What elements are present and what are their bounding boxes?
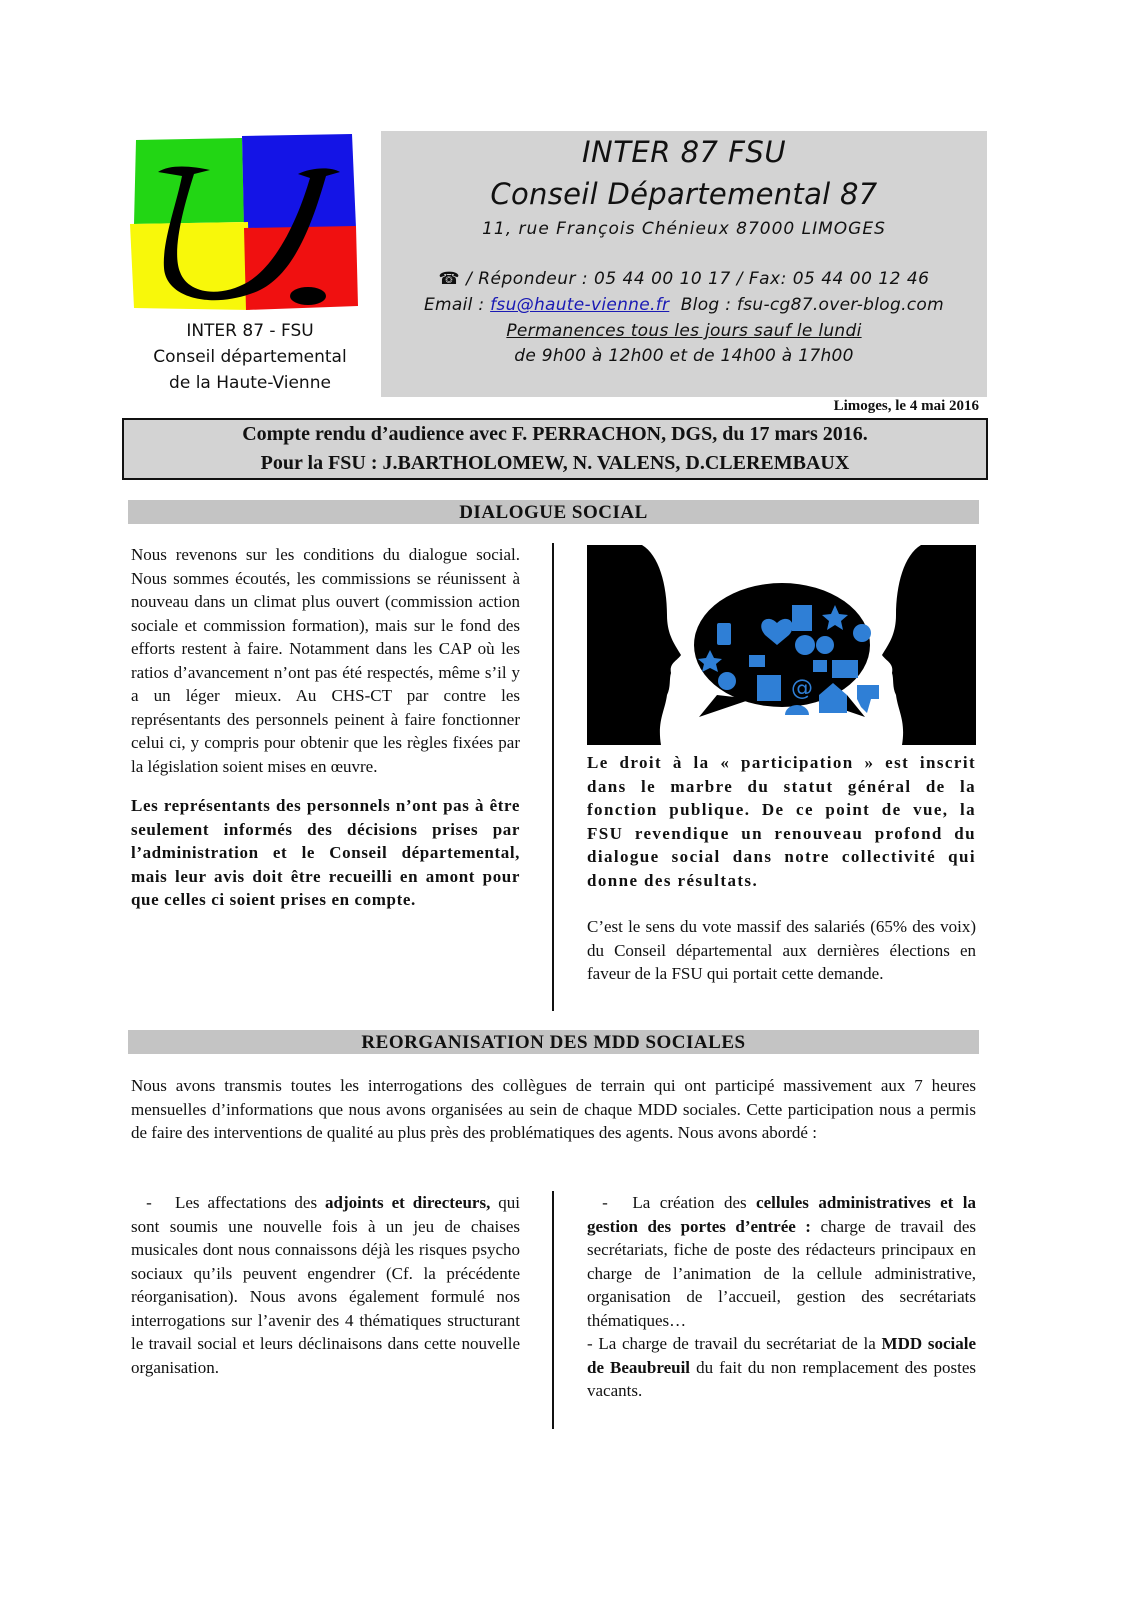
participation-bold-paragraph: Le droit à la « participation » est inscrit dans le marbre du statut général de la fonction publique. De ce point de vue, la FSU revendique un renouveau profond du dialogue social dans notre collectivité qui donne des résultats. (587, 753, 976, 890)
phone-fax-text: / Répondeur : 05 44 00 10 17 / Fax: 05 44 00 12 46 (466, 269, 930, 289)
header-phone-line (381, 269, 987, 289)
column-divider (552, 1191, 554, 1429)
item-text: charge de travail des secrétariats, fiche de poste des rédacteurs principaux en charge de l’animation de la cellule administrative, organisation de l’accueil, gestion des secrétariats thématiques… (587, 1216, 977, 1330)
gear-icon (795, 635, 815, 655)
gear-icon (718, 672, 736, 690)
title-line-1: Compte rendu d’audience avec F. PERRACHON, DGS, du 17 mars 2016. (242, 423, 868, 445)
logo-caption (130, 318, 370, 396)
email-link[interactable]: fsu@haute-vienne.fr (490, 295, 670, 315)
dialogue-paragraph: Nous revenons sur les conditions du dialogue social. Nous sommes écoutés, les commissions se réunissent à nouveau dans un climat plus ouvert (commission action sociale et commission formation), mais sur le fond des efforts restent à faire. Notamment dans les CAP où les ratios d’avancement n’ont pas été respectés, même s’il y a un léger mieux. Au CHS-CT par contre les représentants des personnels peinent à faire fonctionner celui ci, y compris pour obtenir que les règles fixées par la législation soient mises en œuvre. (131, 545, 520, 776)
section-heading-dialogue-social: DIALOGUE SOCIAL (128, 500, 979, 524)
dialogue-bold-paragraph: Les représentants des personnels n’ont pas à être seulement informés des décisions prises par l’administration et le Conseil départemental, mais leur avis doit être recueilli en amont pour que celles ci soient prises en compte. (131, 796, 520, 909)
email-label: Email : (424, 295, 485, 315)
at-icon: @ (791, 676, 813, 701)
hours-text: de 9h00 à 12h00 et de 14h00 à 17h00 (514, 346, 854, 366)
title-box (122, 418, 988, 480)
header-box (381, 131, 987, 397)
header-title: INTER 87 FSU (581, 135, 787, 169)
section-heading-reorganisation: REORGANISATION DES MDD SOCIALES (128, 1030, 979, 1054)
thumbs-down-icon (857, 685, 879, 713)
reorganisation-intro: Nous avons transmis toutes les interrogations des collègues de terrain qui ont participé massivement aux 7 heures mensuelles d’informations que nous avons organisées au sein de chaque MDD sociales. Cette participation nous a permis de faire des interventions de qualité au plus près des problématiques des agents. Nous avons abordé : (131, 1076, 976, 1142)
item-text: du fait du non remplacement des postes vacants. (587, 1357, 976, 1400)
affectations-item (131, 1191, 520, 1379)
envelope-icon (832, 660, 858, 678)
cellules-item (587, 1191, 976, 1332)
item-text: Les affectations des (174, 1193, 318, 1212)
beaubreuil-item (587, 1332, 976, 1403)
item-bold-text: adjoints et directeurs, (325, 1193, 491, 1212)
item-text: La création des (632, 1193, 747, 1212)
phone-icon (717, 623, 731, 645)
column-divider (552, 543, 554, 1011)
logo-caption-line: INTER 87 - FSU (186, 321, 314, 341)
camera-icon (853, 624, 871, 642)
item-bold-text: MDD sociale de Beaubreuil (587, 1334, 976, 1377)
title-line-2: Pour la FSU : J.BARTHOLOMEW, N. VALENS, D.CLEREMBAUX (260, 452, 850, 474)
logo-caption-line: de la Haute-Vienne (169, 373, 331, 393)
dialogue-left-column (131, 543, 520, 912)
lock-icon (813, 660, 827, 672)
left-face-silhouette (587, 545, 681, 745)
item-text: qui sont soumis une nouvelle fois à un jeu de chaises musicales dont nous connaissons déjà les risques psycho sociaux qu’ils peuvent engendrer (Cf. la précédente réorganisation). Nous avons également formulé nos interrogations sur l’avenir des 4 thématiques structurant le travail social et leurs déclinaisons dans cette nouvelle organisation. (131, 1193, 521, 1377)
item-bold-text: cellules administratives et la gestion des portes d’entrée : (587, 1193, 976, 1236)
header-contact-line (381, 295, 987, 315)
gear-icon (816, 636, 834, 654)
vote-paragraph: C’est le sens du vote massif des salariés (65% des voix) du Conseil départemental aux dernières élections en faveur de la FSU qui portait cette demande. (587, 917, 976, 983)
calendar-icon (757, 675, 781, 701)
header-subtitle: Conseil Départemental 87 (490, 177, 878, 211)
logo-caption-line: Conseil départemental (153, 347, 347, 367)
dialogue-illustration (587, 545, 976, 745)
telephone-icon: ☎ (438, 269, 461, 289)
right-face-silhouette (882, 545, 976, 745)
list-dash: - (146, 1193, 152, 1212)
list-dash: - (602, 1193, 608, 1212)
dialogue-right-column (587, 751, 976, 986)
reorganisation-right-column (587, 1191, 976, 1403)
header-address: 11, rue François Chénieux 87000 LIMOGES (482, 219, 886, 239)
envelope-icon (749, 655, 765, 667)
film-icon (792, 605, 812, 631)
logo-dot (290, 287, 326, 305)
permanences-text: Permanences tous les jours sauf le lundi (506, 321, 862, 341)
blog-text: Blog : fsu-cg87.over-blog.com (680, 295, 944, 315)
item-text: - La charge de travail du secrétariat de la (587, 1334, 876, 1353)
document-date: Limoges, le 4 mai 2016 (833, 398, 979, 414)
reorganisation-left-column (131, 1191, 520, 1379)
fsu-logo (130, 132, 358, 312)
